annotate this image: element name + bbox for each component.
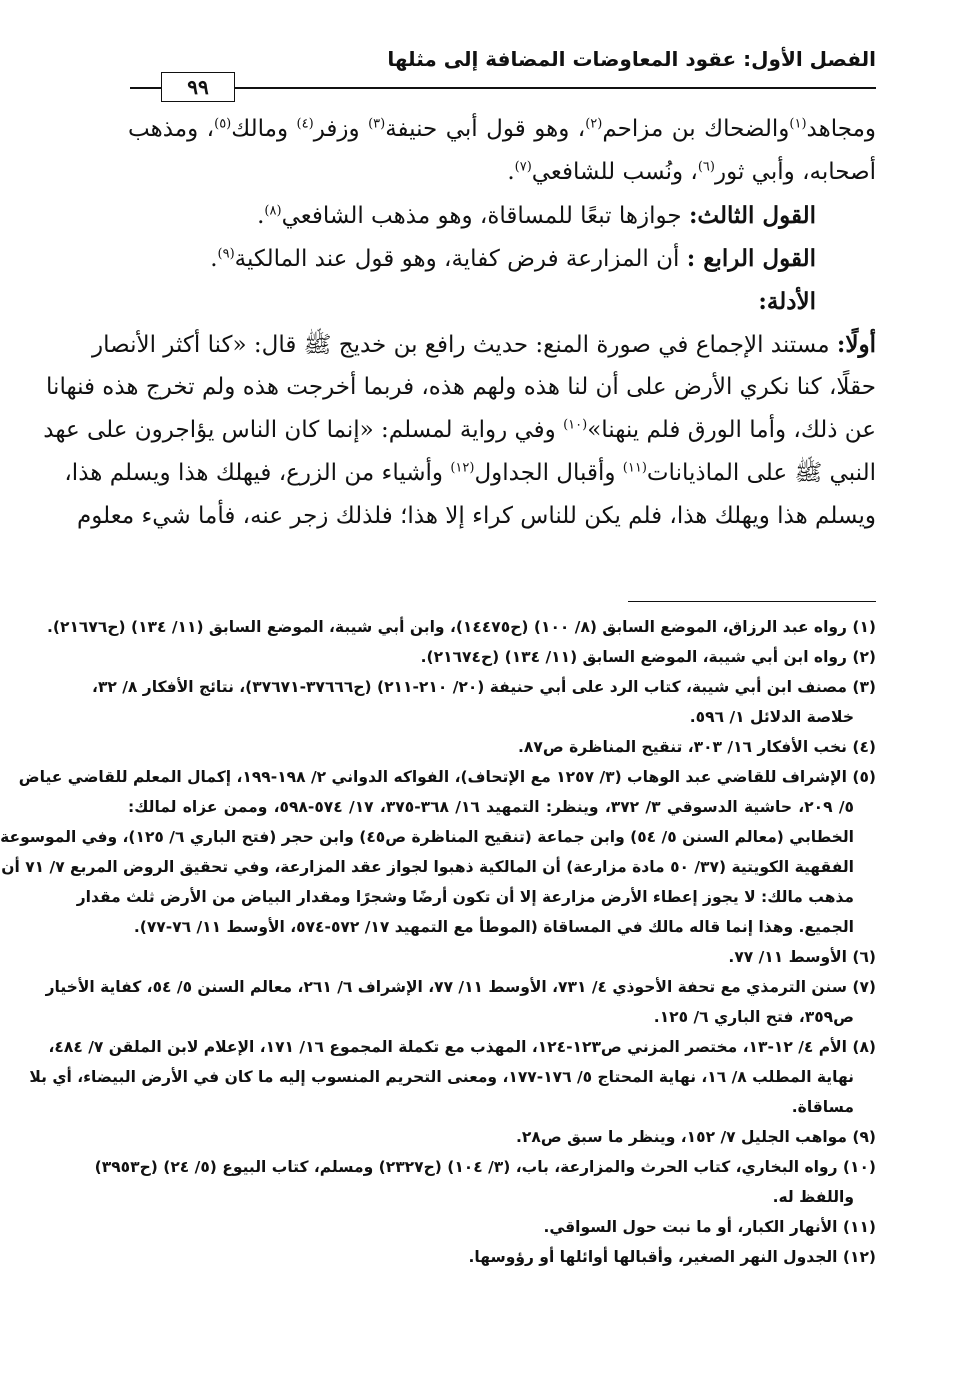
- text-run: وأقبال الجداول: [474, 460, 623, 486]
- text-run: ، ومذهب: [128, 116, 215, 142]
- text-run: وفي رواية لمسلم: «إنما كان الناس يؤاجرون على عهد: [43, 417, 564, 443]
- footnote-ref: (١٢): [450, 460, 475, 476]
- text-line-4: [128, 237, 876, 280]
- text-run: ، وهو قول أبي حنيفة: [385, 116, 586, 142]
- footnote-line: (١١) الأنهار الكبار، أو ما نبت حول السواقي.: [543, 1218, 876, 1236]
- text-line-8: [43, 409, 876, 452]
- footnote-ref: (٥): [214, 116, 232, 132]
- text-line-2: [128, 151, 876, 194]
- text-run: .: [210, 246, 218, 272]
- text-run: وأشياء من الزرع، فيهلك هذا ويسلم هذا،: [64, 460, 451, 486]
- footnote-line: الفقهية الكويتية (٣٧/ ٥٠ مادة مزارعة) أن المالكية ذهبوا لجواز عقد المزارعة، وفي تحقيق الروض المربع ٧/ ٧١ أن: [1, 858, 854, 876]
- text-run: .: [257, 203, 265, 229]
- text-run: أن المزارعة فرض كفاية، وهو قول عند المالكية: [234, 246, 687, 272]
- footnote-line: خلاصة الدلائل ١/ ٥٩٦.: [689, 708, 854, 726]
- footnote-line: (٢) رواه ابن أبي شيبة، الموضع السابق (١١/ ١٣٤) (ح٢١٦٧٤).: [420, 648, 876, 666]
- text-run: مستند الإجماع في صورة المنع: حديث رافع بن خديج ﷺ قال: «كنا أكثر الأنصار: [92, 332, 837, 358]
- paragraph-lead: القول الثالث:: [688, 202, 816, 229]
- text-line-1: [128, 108, 876, 151]
- text-line-6: [92, 323, 876, 366]
- footnote-ref: (٦): [697, 159, 715, 175]
- text-line-9: [64, 452, 876, 495]
- text-run: النبي ﷺ على الماذيانات: [646, 460, 876, 486]
- paragraph-lead: أولًا:: [836, 331, 876, 358]
- footnote-line: مذهب مالك: لا يجوز إعطاء الأرض مزارعة إلا أن تكون أرضًا وشجرًا ومقدار البياض من الأرض ثلث مقدار: [76, 888, 854, 906]
- footnote-line: (٦) الأوسط ١١/ ٧٧.: [728, 948, 876, 966]
- footnote-ref: (١٠): [563, 417, 588, 433]
- main-text: [43, 108, 877, 538]
- section-heading: الأدلة:: [758, 288, 816, 315]
- footnote-ref: (٢): [585, 116, 603, 132]
- text-run: ، ونُسب للشافعي: [531, 159, 698, 185]
- footnote-ref: (٤): [296, 116, 314, 132]
- text-run: ومجاهد: [806, 116, 877, 142]
- footnote-line: ص٣٥٩، فتح الباري ٦/ ١٢٥.: [653, 1008, 854, 1026]
- footnote-separator: [628, 601, 876, 602]
- text-run: ويسلم هذا ويهلك هذا، فلم يكن للناس كراء إلا هذا؛ فلذلك زجر عنه، فأما شيء معلوم: [76, 503, 876, 529]
- text-run: عن ذلك، وأما الورق فلم ينهنا»: [587, 417, 876, 443]
- text-run: وزفر: [313, 116, 369, 142]
- footnote-line: (٣) مصنف ابن أبي شيبة، كتاب الرد على أبي حنيفة (٢٠/ ٢١٠-٢١١) (ح٣٧٦٦٦-٣٧٦٧١)، نتائج الأفكار ٨/ ٣٢،: [92, 678, 876, 696]
- text-line-3: [128, 194, 876, 237]
- footnote-line: ٥/ ٢٠٩، حاشية الدسوقي ٣/ ٣٧٢، وينظر: التمهيد ١٦/ ٣٦٨-٣٧٥، ١٧/ ٥٧٤-٥٩٨، وممن عزاه لمالك:: [128, 798, 854, 816]
- footnote-ref: (٣): [368, 116, 386, 132]
- footnote-line: (٩) مواهب الجليل ٧/ ١٥٢، وينظر ما سبق ص٢٨.: [516, 1128, 876, 1146]
- text-line-7: [46, 366, 876, 409]
- footnote-line: الجميع. وهذا إنما قاله مالك في المساقاة (الموطأ مع التمهيد ١٧/ ٥٧٢-٥٧٤، الأوسط ١١/ ٧٦-٧٧).: [133, 918, 854, 936]
- header-rule: [130, 87, 876, 89]
- text-line-5: [128, 280, 876, 323]
- footnote-ref: (٨): [264, 203, 282, 219]
- footnote-line: (١٠) رواه البخاري، كتاب الحرث والمزارعة، باب، (٣/ ١٠٤) (ح٢٣٢٧) ومسلم، كتاب البيوع (٥/ ٢٤) (ح٣٩٥٣): [94, 1158, 876, 1176]
- footnote-line: (٤) نخب الأفكار ١٦/ ٣٠٣، تنقيح المناظرة ص٨٧.: [518, 738, 876, 756]
- footnote-line: (١٢) الجدول النهر الصغير، وأقبالها أوائلها أو رؤوسها.: [468, 1248, 876, 1266]
- paragraph-lead: القول الرابع :: [686, 245, 816, 272]
- text-run: أصحابه، وأبي ثور: [714, 159, 876, 185]
- running-header: الفصل الأول: عقود المعاوضات المضافة إلى مثلها: [387, 47, 876, 71]
- footnotes: [0, 612, 876, 1272]
- footnote-line: (٥) الإشراف للقاضي عبد الوهاب (٣/ ١٢٥٧ مع الإتحاف)، الفواكه الدواني ٢/ ١٩٨-١٩٩، إكمال المعلم للقاضي عياض: [18, 768, 876, 786]
- page-number: ٩٩: [161, 72, 235, 102]
- footnote-line: واللفظ له.: [772, 1188, 854, 1206]
- footnote-ref: (١١): [622, 460, 647, 476]
- footnote-line: (٨) الأم ٤/ ١٢-١٣، مختصر المزني ص١٢٣-١٢٤، المهذب مع تكملة المجموع ١٦/ ١٧١، الإعلام لابن الملقن ٧/ ٤٨٤،: [48, 1038, 876, 1056]
- text-run: جوازها تبعًا للمساقاة، وهو مذهب الشافعي: [281, 203, 689, 229]
- text-run: ومالك: [231, 116, 297, 142]
- text-line-10: [76, 495, 876, 538]
- text-run: والضحاك بن مزاحم: [602, 116, 790, 142]
- footnote-ref: (٧): [514, 159, 532, 175]
- text-run: حقلًا، كنا نكري الأرض على أن لنا هذه ولهم هذه، فربما أخرجت هذه ولم تخرج هذه فنهانا: [46, 374, 876, 400]
- footnote-line: مساقاة.: [791, 1098, 854, 1116]
- footnote-line: (١) رواه عبد الرزاق، الموضع السابق (٨/ ١٠٠) (ح١٤٤٧٥)، وابن أبي شيبة، الموضع السابق (١١/ ١٣٤) (ح٢١٦٧٦).: [47, 618, 876, 636]
- footnote-line: نهاية المطلب ٨/ ١٦، نهاية المحتاج ٥/ ١٧٦-١٧٧، ومعنى التحريم المنسوب إليه ما كان في الأرض البيضاء، أي بلا: [29, 1068, 854, 1086]
- footnote-line: الخطابي (معالم السنن ٥/ ٥٤) وابن جماعة (تنقيح المناظرة ص٤٥) وابن حجر (فتح الباري ٦/ ١٢٥)، وفي الموسوعة: [0, 828, 854, 846]
- footnote-ref: (٩): [217, 246, 235, 262]
- text-run: .: [507, 159, 515, 185]
- footnote-ref: (١): [789, 116, 807, 132]
- footnote-line: (٧) سنن الترمذي مع تحفة الأحوذي ٤/ ٧٣١، الأوسط ١١/ ٧٧، الإشراف ٦/ ٢٦١، معالم السنن ٥/ ٥٤، كفاية الأخيار: [45, 978, 876, 996]
